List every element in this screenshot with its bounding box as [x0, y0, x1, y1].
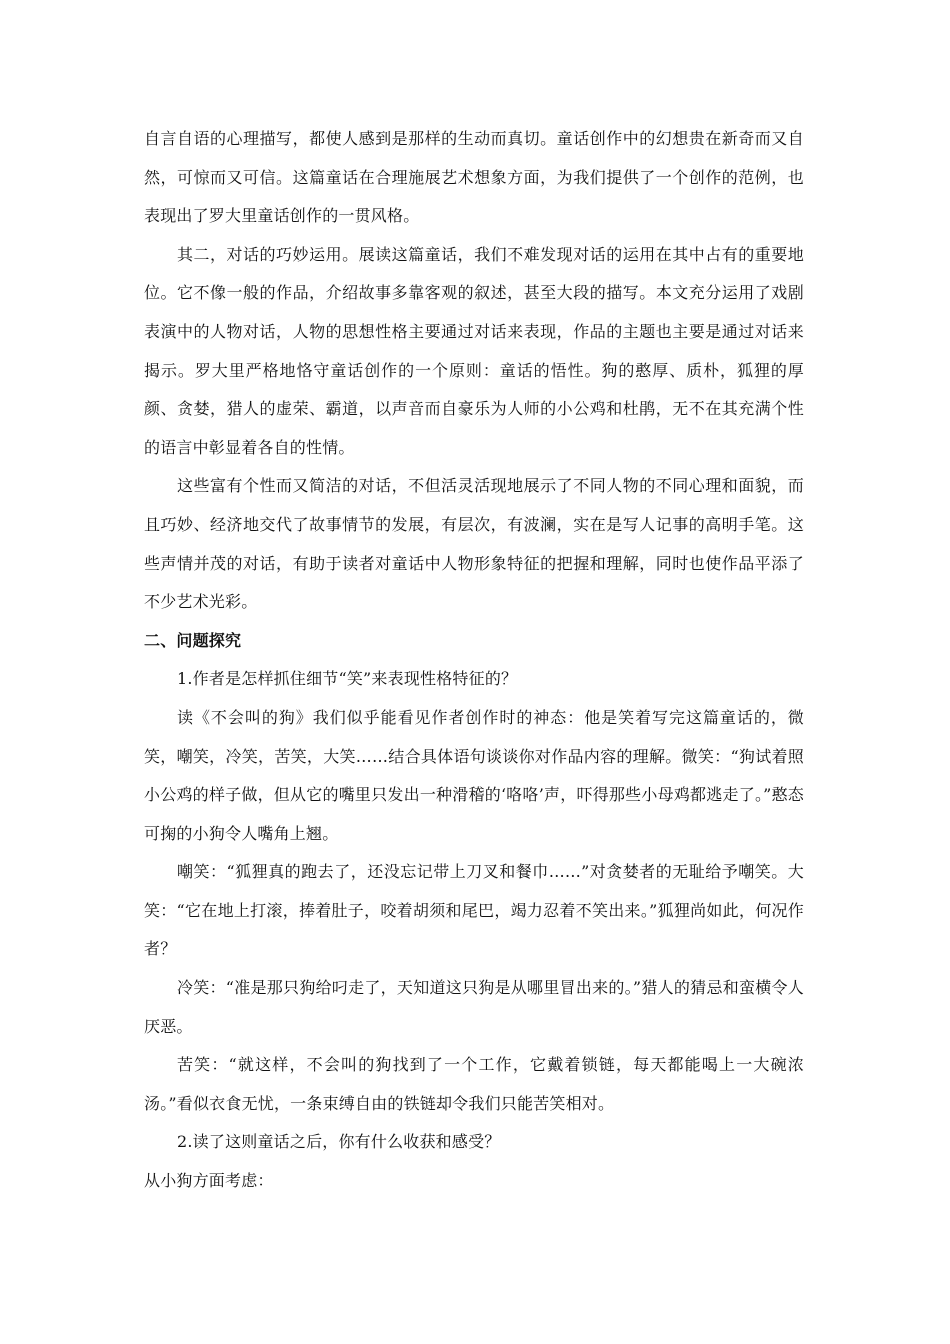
paragraph-cold-laugh: 冷笑：“准是那只狗给叼走了，天知道这只狗是从哪里冒出来的。”猎人的猜忌和蛮横令人厌恶。 [144, 978, 804, 1036]
section-heading-inquiry: 二、问题探究 [144, 630, 242, 650]
paragraph-bitter-laugh: 苦笑：“就这样，不会叫的狗找到了一个工作，它戴着锁链，每天都能喝上一大碗浓汤。”看似衣食无忧，一条束缚自由的铁链却令我们只能苦笑相对。 [144, 1055, 804, 1113]
question-2: 2.读了这则童话之后，你有什么收获和感受？ [177, 1132, 501, 1152]
paragraph-dialogue-use: 其二，对话的巧妙运用。展读这篇童话，我们不难发现对话的运用在其中占有的重要地位。它不像一般的作品，介绍故事多靠客观的叙述，甚至大段的描写。本文充分运用了戏剧表演中的人物对话，人物的思想性格主要通过对话来表现，作品的主题也主要是通过对话来揭示。罗大里严格地恪守童话创作的一个原则：童话的悟性。狗的憨厚、质朴，狐狸的厚颜、贪婪，猎人的虚荣、霸道，以声音而自豪乐为人师的小公鸡和杜鹃，无不在其充满个性的语言中彰显着各自的性情。 [144, 244, 804, 457]
paragraph-mock-laugh: 嘲笑：“狐狸真的跑去了，还没忘记带上刀叉和餐巾……”对贪婪者的无耻给予嘲笑。大笑：“它在地上打滚，捧着肚子，咬着胡须和尾巴，竭力忍着不笑出来。”狐狸尚如此，何况作者？ [144, 862, 804, 959]
paragraph-fantasy-summary: 自言自语的心理描写，都使人感到是那样的生动而真切。童话创作中的幻想贵在新奇而又自然，可惊而又可信。这篇童话在合理施展艺术想象方面，为我们提供了一个创作的范例，也表现出了罗大里童话创作的一贯风格。 [144, 129, 804, 226]
paragraph-dog-perspective: 从小狗方面考虑： [144, 1171, 274, 1191]
paragraph-smile: 读《不会叫的狗》我们似乎能看见作者创作时的神态：他是笑着写完这篇童话的，微笑，嘲笑，冷笑，苦笑，大笑……结合具体语句谈谈你对作品内容的理解。微笑：“狗试着照小公鸡的样子做，但从它的嘴里只发出一种滑稽的‘咯咯’声，吓得那些小母鸡都逃走了。”憨态可掬的小狗令人嘴角上翘。 [144, 707, 804, 843]
question-1: 1.作者是怎样抓住细节“笑”来表现性格特征的？ [177, 669, 518, 689]
document-body [144, 120, 804, 1201]
paragraph-dialogue-effect: 这些富有个性而又简洁的对话，不但活灵活现地展示了不同人物的不同心理和面貌，而且巧妙、经济地交代了故事情节的发展，有层次，有波澜，实在是写人记事的高明手笔。这些声情并茂的对话，有助于读者对童话中人物形象特征的把握和理解，同时也使作品平添了不少艺术光彩。 [144, 476, 804, 612]
